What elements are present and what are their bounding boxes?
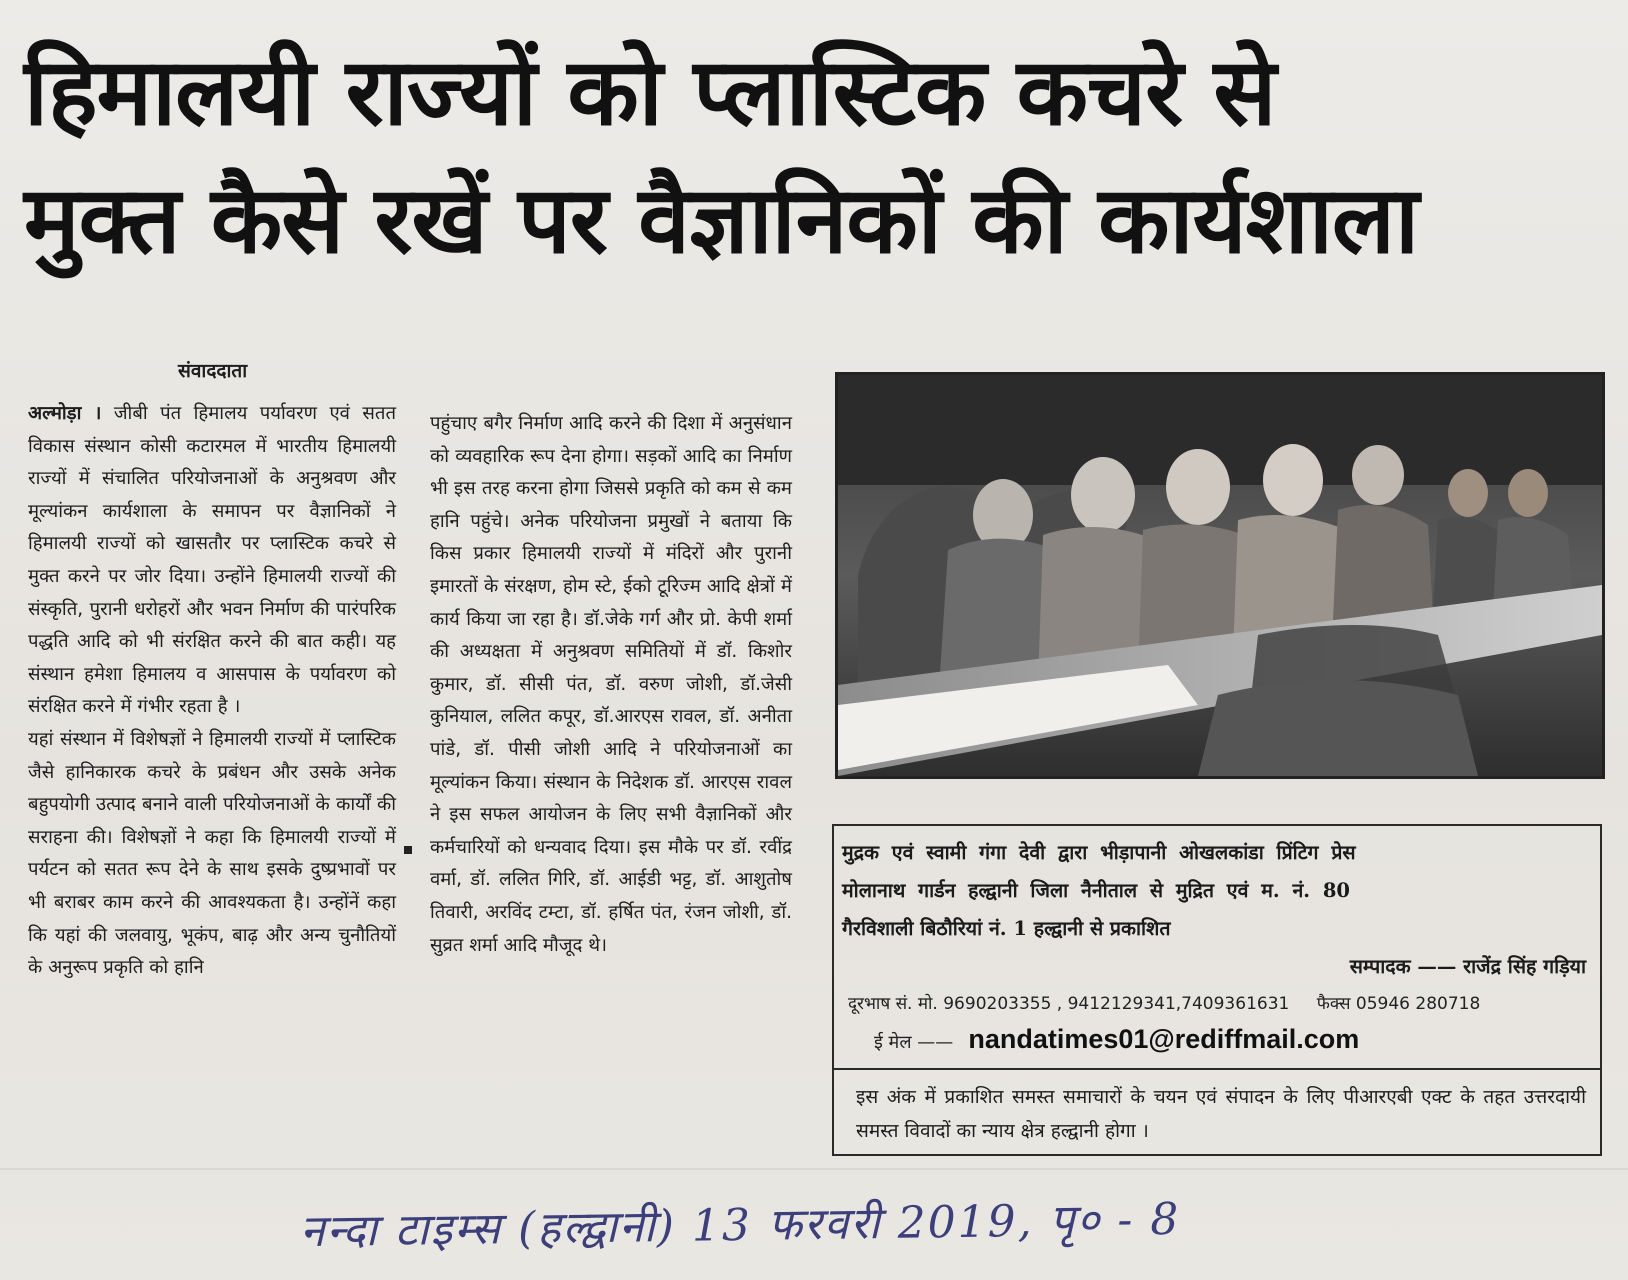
imprint-box [832, 824, 1602, 1070]
handwritten-source-note: नन्दा टाइम्स (हल्द्वानी) 13 फरवरी 2019, पृ० - 8 [299, 1193, 1181, 1258]
paper-fold [0, 1168, 1628, 1170]
photo-scene [838, 375, 1602, 776]
imprint-email-label: ई मेल —— [874, 1032, 954, 1053]
article-paragraph-3: पहुंचाए बगैर निर्माण आदि करने की दिशा में अनुसंधान को व्यवहारिक रूप देना होगा। सड़कों आदि का निर्माण भी इस तरह करना होगा जिससे प्रकृति को कम से कम हानि पहुंचे। अनेक परियोजना प्रमुखों ने बताया कि किस प्रकार हिमालयी राज्यों में मंदिरों और पुरानी इमारतों के संरक्षण, होम स्टे, ईको टूरिज्म आदि क्षेत्रों में कार्य किया जा रहा है। डॉ.जेके गर्ग और प्रो. केपी शर्मा की अध्यक्षता में अनुश्रवण समितियों में डॉ. किशोर कुमार, डॉ. सीसी पंत, डॉ. वरुण जोशी, डॉ.जेसी कुनियाल, ललित कपूर, डॉ.आरएस रावल, डॉ. अनीता पांडे, डॉ. पीसी जोशी आदि ने परियोजनाओं का मूल्यांकन किया। संस्थान के निदेशक डॉ. आरएस रावल ने इस सफल आयोजन के लिए सभी वैज्ञानिकों और कर्मचारियों को धन्यवाद दिया। इस मौके पर डॉ. रवींद्र वर्मा, डॉ. ललित गिरि, डॉ. आईडी भट्ट, डॉ. आशुतोष तिवारी, अरविंद टम्टा, डॉ. हर्षित पंत, रंजन जोशी, डॉ. सुव्रत शर्मा आदि मौजूद थे। [430, 413, 792, 956]
byline: संवाददाता [178, 360, 248, 382]
imprint-line-3: गैरविशाली बिठौरियां नं. 1 हल्द्वानी से प्रकाशित [842, 917, 1171, 940]
imprint-editor: सम्पादक —— राजेंद्र सिंह गड़िया [1349, 955, 1586, 978]
article-paragraph-2: यहां संस्थान में विशेषज्ञों ने हिमालयी राज्यों में प्लास्टिक जैसे हानिकारक कचरे के प्रबंधन और उसके अनेक बहुपयोगी उत्पाद बनाने वाली परियोजनाओं के कार्यों की सराहना की। विशेषज्ञों ने कहा कि हिमालयी राज्यों में पर्यटन को सतत रूप देने के साथ इसके दुष्प्रभावों पर भी बराबर काम करने की आवश्यकता है। उन्होंनें कहा कि यहां की जलवायु, भूकंप, बाढ़ और अन्य चुनौतियों के अनुरूप प्रकृति को हानि [28, 728, 396, 979]
column-bullet [404, 846, 412, 854]
imprint-email: nandatimes01@rediffmail.com [968, 1024, 1360, 1054]
jurisdiction-disclaimer: इस अंक में प्रकाशित समस्त समाचारों के चयन एवं संपादन के लिए पीआरएबी एक्ट के तहत उत्तरदायी समस्त विवादों का न्याय क्षेत्र हल्द्वानी होगा । [832, 1068, 1602, 1156]
article-column-1 [28, 398, 396, 985]
imprint-email-row [874, 1024, 1359, 1055]
imprint-line-1: मुद्रक एवं स्वामी गंगा देवी द्वारा भीड़ापानी ओखलकांडा प्रिंटिग प्रेस [842, 841, 1356, 864]
dateline: अल्मोड़ा । [28, 403, 102, 424]
article-paragraph-1 [28, 398, 396, 724]
imprint-phone: दूरभाष सं. मो. 9690203355 , 9412129341,7409361631 [848, 994, 1290, 1014]
headline [24, 28, 1599, 284]
headline-line-1: हिमालयी राज्यों को प्लास्टिक कचरे से [24, 38, 1276, 146]
imprint-contact [848, 991, 1502, 1014]
photo-chair-back [1198, 680, 1478, 776]
article-column-2 [430, 408, 792, 962]
article-text-1: जीबी पंत हिमालय पर्यावरण एवं सतत विकास संस्थान कोसी कटारमल में भारतीय हिमालयी राज्यों में संचालित परियोजनाओं के अनुश्रवण और मूल्यांकन कार्यशाला के समापन पर वैज्ञानिकों ने हिमालयी राज्यों को खासतौर पर प्लास्टिक कचरे से मुक्त करने पर जोर दिया। उन्होंने हिमालयी राज्यों की संस्कृति, पुरानी धरोहरों और भवन निर्माण की पारंपरिक पद्धति आदि को भी संरक्षित करने की बात कही। यह संस्थान हमेशा हिमालय व आसपास के पर्यावरण को संरक्षित करने में गंभीर रहता है । [28, 403, 396, 718]
imprint-fax: फैक्स 05946 280718 [1316, 994, 1481, 1014]
news-photo [835, 372, 1605, 779]
headline-line-2: मुक्त कैसे रखें पर वैज्ञानिकों की कार्यशाला [24, 166, 1419, 274]
imprint-line-2: मोलानाथ गार्डन हल्द्वानी जिला नैनीताल से मुद्रित एवं म. नं. 80 [842, 879, 1350, 902]
